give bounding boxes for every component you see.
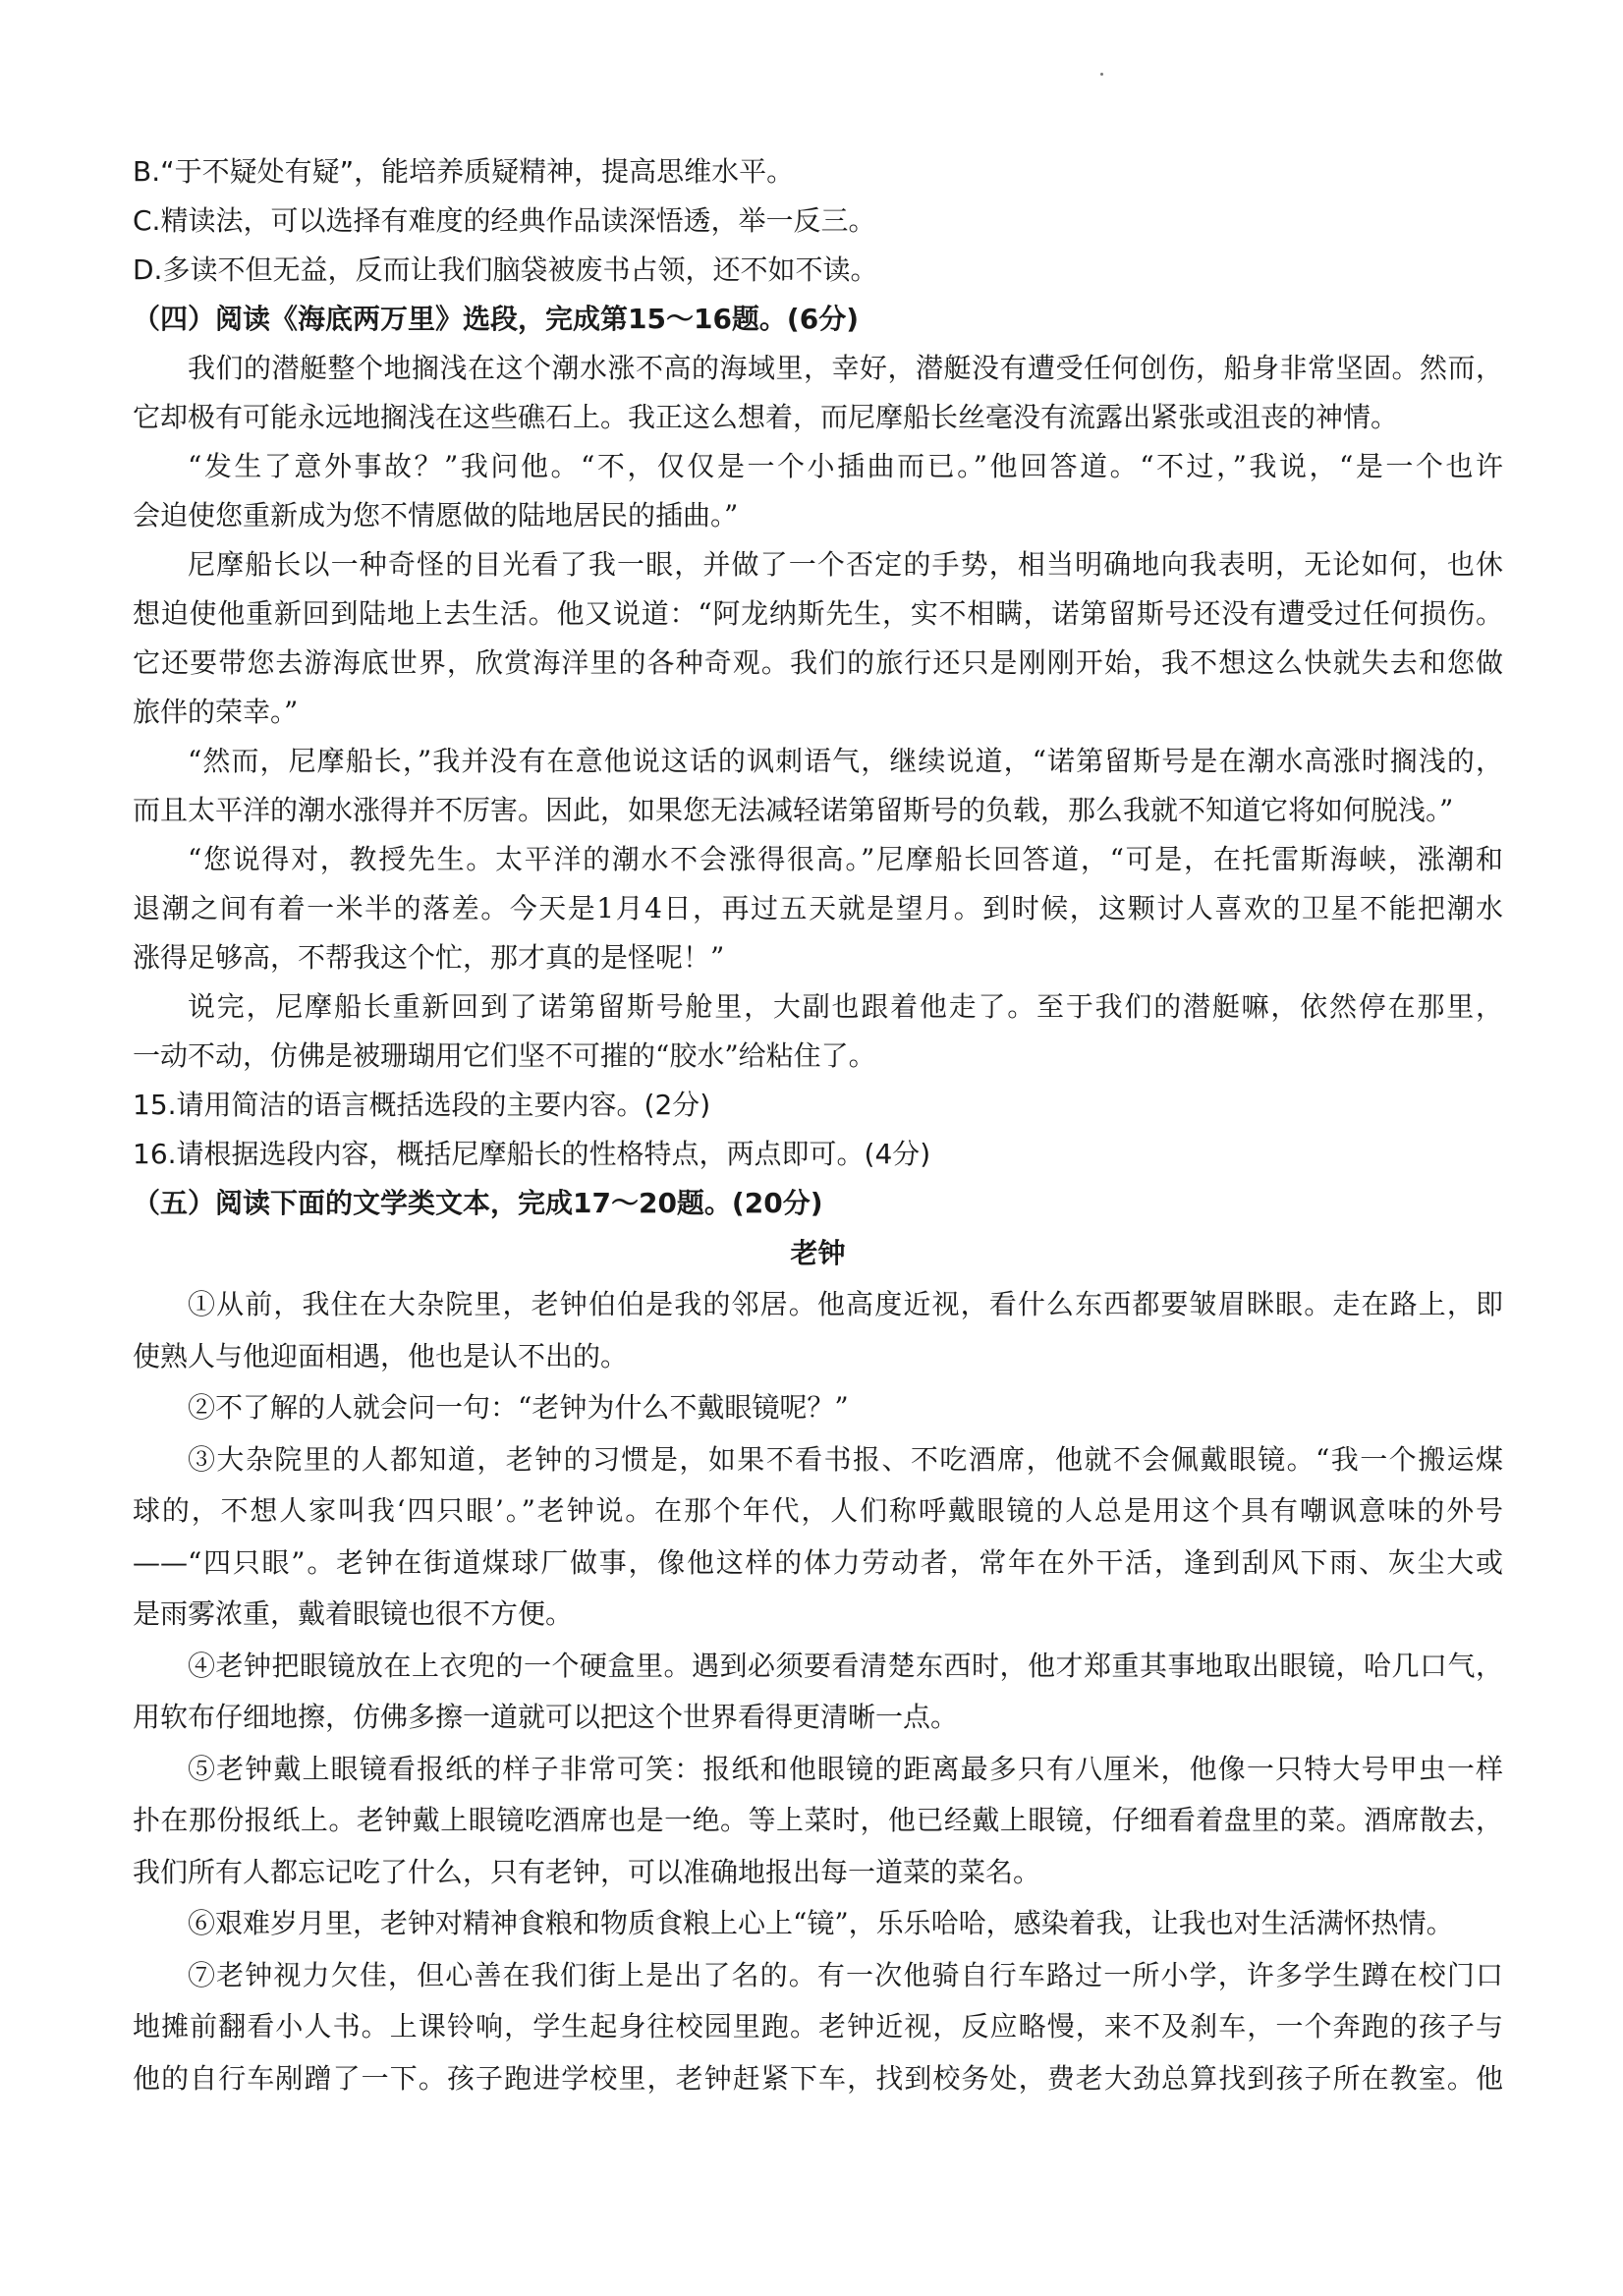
story-line: ④老钟把眼镜放在上衣兜的一个硬盒里。遇到必须要看清楚东西时，他才郑重其事地取出眼镜，哈几口气， xyxy=(188,1649,1503,1682)
passage-line: 会迫使您重新成为您不情愿做的陆地居民的插曲。” xyxy=(133,499,739,532)
passage-line: “然而，尼摩船长，”我并没有在意他说这话的讽刺语气，继续说道，“诺第留斯号是在潮水高涨时搁浅的， xyxy=(188,745,1503,777)
passage-paragraph xyxy=(133,982,1503,1081)
passage-line: 我们的潜艇整个地搁浅在这个潮水涨不高的海域里，幸好，潜艇没有遭受任何创伤，船身非常坚固。然而， xyxy=(188,352,1503,384)
options-block xyxy=(133,147,1503,295)
story-line: 扑在那份报纸上。老钟戴上眼镜吃酒席也是一绝。等上菜时，他已经戴上眼镜，仔细看着盘里的菜。酒席散去， xyxy=(133,1804,1503,1836)
passage-line: 尼摩船长以一种奇怪的目光看了我一眼，并做了一个否定的手势，相当明确地向我表明，无论如何，也休 xyxy=(188,548,1503,581)
story-paragraph xyxy=(133,1279,1503,1382)
story-line: 用软布仔细地擦，仿佛多擦一道就可以把这个世界看得更清晰一点。 xyxy=(133,1701,959,1733)
passage-paragraph xyxy=(133,737,1503,835)
question-15: 15.请用简洁的语言概括选段的主要内容。(2分) xyxy=(133,1089,711,1121)
story-line: 使熟人与他迎面相遇，他也是认不出的。 xyxy=(133,1339,629,1372)
question-16: 16.请根据选段内容，概括尼摩船长的性格特点，两点即可。(4分) xyxy=(133,1138,931,1170)
section-5 xyxy=(133,1179,1503,2104)
passage-line: “您说得对，教授先生。太平洋的潮水不会涨得很高。”尼摩船长回答道，“可是，在托雷斯海峡，涨潮和 xyxy=(188,843,1503,875)
story-line: 他的自行车剐蹭了一下。孩子跑进学校里，老钟赶紧下车，找到校务处，费老大劲总算找到孩子所在教室。他 xyxy=(133,2061,1503,2095)
option-d: D.多读不但无益，反而让我们脑袋被废书占领，还不如不读。 xyxy=(133,253,878,286)
story-paragraph xyxy=(133,1641,1503,1744)
story-paragraph xyxy=(133,1898,1503,1950)
section-5-heading: （五）阅读下面的文学类文本，完成17～20题。(20分) xyxy=(133,1187,823,1219)
story-line: ②不了解的人就会问一句：“老钟为什么不戴眼镜呢？” xyxy=(188,1391,849,1424)
story-line: ——“四只眼”。老钟在街道煤球厂做事，像他这样的体力劳动者，常年在外干活，逢到刮风下雨、灰尘大或 xyxy=(133,1545,1503,1579)
section-4-heading: （四）阅读《海底两万里》选段，完成第15～16题。(6分) xyxy=(133,303,860,335)
story-line: 是雨雾浓重，戴着眼镜也很不方便。 xyxy=(133,1597,574,1630)
story-line: ⑦老钟视力欠佳，但心善在我们街上是出了名的。有一次他骑自行车路过一所小学，许多学生蹲在校门口 xyxy=(188,1958,1503,1991)
passage-paragraph xyxy=(133,540,1503,737)
story-paragraph xyxy=(133,1382,1503,1434)
passage-paragraph xyxy=(133,442,1503,540)
section-4 xyxy=(133,295,1503,1179)
passage-line: 它还要带您去游海底世界，欣赏海洋里的各种奇观。我们的旅行还只是刚刚开始，我不想这么快就失去和您做 xyxy=(133,646,1503,679)
option-c: C.精读法，可以选择有难度的经典作品读深悟透，举一反三。 xyxy=(133,204,876,237)
story-line: 我们所有人都忘记吃了什么，只有老钟，可以准确地报出每一道菜的菜名。 xyxy=(133,1855,1041,1888)
passage-line: 涨得足够高，不帮我这个忙，那才真的是怪呢！” xyxy=(133,941,725,974)
passage-line: “发生了意外事故？”我问他。“不，仅仅是一个小插曲而已。”他回答道。“不过，”我说，“是一个也许 xyxy=(188,450,1503,482)
passage-paragraph xyxy=(133,344,1503,442)
story-paragraph xyxy=(133,1950,1503,2105)
passage-paragraph xyxy=(133,835,1503,982)
passage-line: 一动不动，仿佛是被珊瑚用它们坚不可摧的“胶水”给粘住了。 xyxy=(133,1039,876,1072)
exam-page xyxy=(133,147,1503,2104)
story-line: ⑥艰难岁月里，老钟对精神食粮和物质食粮上心上“镜”，乐乐哈哈，感染着我，让我也对生活满怀热情。 xyxy=(188,1907,1454,1939)
passage-line: 想迫使他重新回到陆地上去生活。他又说道：“阿龙纳斯先生，实不相瞒，诺第留斯号还没有遭受过任何损伤。 xyxy=(133,597,1503,630)
passage-line: 而且太平洋的潮水涨得并不厉害。因此，如果您无法减轻诺第留斯号的负载，那么我就不知道它将如何脱浅。” xyxy=(133,794,1454,826)
story-paragraph xyxy=(133,1434,1503,1641)
passage-line: 旅伴的荣幸。” xyxy=(133,696,299,728)
story-line: 球的，不想人家叫我‘四只眼’。”老钟说。在那个年代，人们称呼戴眼镜的人总是用这个具有嘲讽意味的外号 xyxy=(133,1494,1503,1527)
passage-line: 它却极有可能永远地搁浅在这些礁石上。我正这么想着，而尼摩船长丝毫没有流露出紧张或沮丧的神情。 xyxy=(133,401,1399,433)
scan-speck xyxy=(1100,73,1103,76)
story-line: 地摊前翻看小人书。上课铃响，学生起身往校园里跑。老钟近视，反应略慢，来不及刹车，一个奔跑的孩子与 xyxy=(133,2010,1503,2043)
story-line: ①从前，我住在大杂院里，老钟伯伯是我的邻居。他高度近视，看什么东西都要皱眉眯眼。走在路上，即 xyxy=(188,1288,1503,1320)
passage-line: 说完，尼摩船长重新回到了诺第留斯号舱里，大副也跟着他走了。至于我们的潜艇嘛，依然停在那里， xyxy=(188,990,1503,1023)
story-paragraph xyxy=(133,1744,1503,1899)
story-line: ③大杂院里的人都知道，老钟的习惯是，如果不看书报、不吃酒席，他就不会佩戴眼镜。“我一个搬运煤 xyxy=(188,1442,1503,1476)
story-line: ⑤老钟戴上眼镜看报纸的样子非常可笑：报纸和他眼镜的距离最多只有八厘米，他像一只特大号甲虫一样 xyxy=(188,1752,1503,1785)
option-b: B.“于不疑处有疑”，能培养质疑精神，提高思维水平。 xyxy=(133,155,795,188)
story-title: 老钟 xyxy=(790,1237,846,1269)
passage-line: 退潮之间有着一米半的落差。今天是1月4日，再过五天就是望月。到时候，这颗讨人喜欢的卫星不能把潮水 xyxy=(133,892,1503,924)
